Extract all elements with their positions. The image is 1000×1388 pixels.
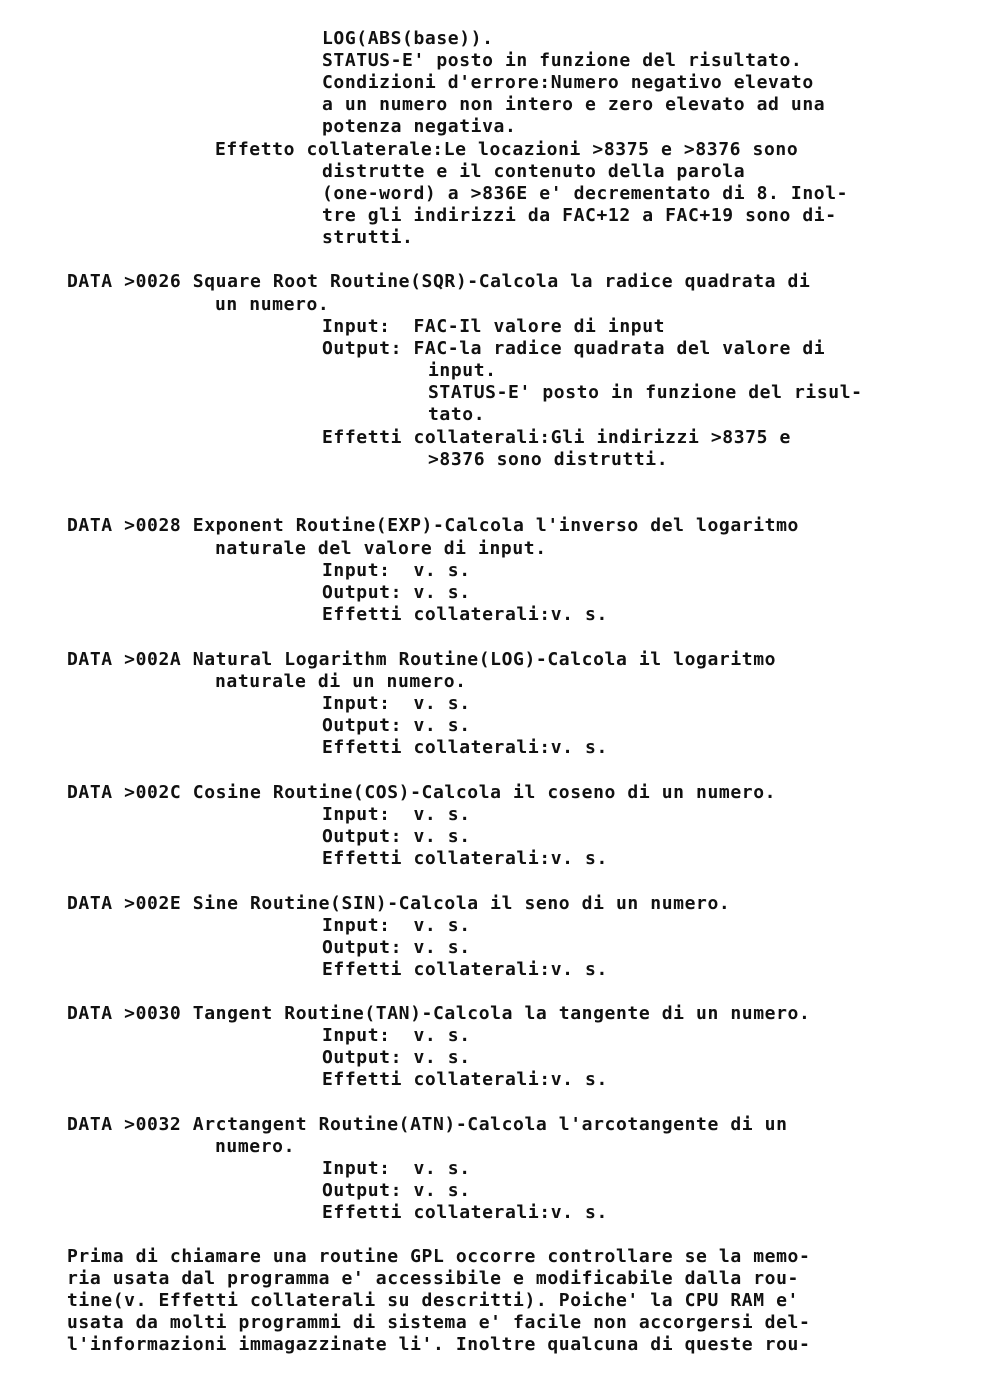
paragraph-line: tine(v. Effetti collaterali su descritti). Poiche' la CPU RAM e' [67,1290,799,1311]
text-line: a un numero non intero e zero elevato ad una [322,94,826,115]
text-line: Output: v. s. [322,715,471,736]
text-line: >8376 sono distrutti. [428,449,669,470]
text-line: STATUS-E' posto in funzione del risultato. [322,50,803,71]
text-line: Condizioni d'errore:Numero negativo elevato [322,72,814,93]
paragraph-line: l'informazioni immagazzinate li'. Inoltre qualcuna di queste rou- [67,1334,811,1355]
paragraph-line: usata da molti programmi di sistema e' facile non accorgersi del- [67,1312,811,1333]
text-line: Output: v. s. [322,1180,471,1201]
text-line: LOG(ABS(base)). [322,28,494,49]
text-line: Input: v. s. [322,560,471,581]
entry-header-sqr: DATA >0026 Square Root Routine(SQR)-Calcola la radice quadrata di [67,271,811,292]
text-line: Effetti collaterali:v. s. [322,1069,608,1090]
text-line: potenza negativa. [322,116,517,137]
text-line: Output: v. s. [322,1047,471,1068]
text-line: distrutte e il contenuto della parola [322,161,746,182]
text-line: Effetti collaterali:v. s. [322,737,608,758]
text-line: Effetti collaterali:v. s. [322,1202,608,1223]
entry-header-tan: DATA >0030 Tangent Routine(TAN)-Calcola la tangente di un numero. [67,1003,811,1024]
text-line: Output: v. s. [322,582,471,603]
text-line: strutti. [322,227,414,248]
text-line: tato. [428,404,486,425]
text-line: Input: v. s. [322,915,471,936]
text-line: Input: v. s. [322,1025,471,1046]
paragraph-line: ria usata dal programma e' accessibile e modificabile dalla rou- [67,1268,799,1289]
text-line: Effetti collaterali:Gli indirizzi >8375 e [322,427,791,448]
entry-header-atn: DATA >0032 Arctangent Routine(ATN)-Calcola l'arcotangente di un [67,1114,788,1135]
text-line: naturale del valore di input. [215,538,547,559]
text-line: Input: FAC-Il valore di input [322,316,666,337]
text-line: STATUS-E' posto in funzione del risul- [428,382,863,403]
text-line: tre gli indirizzi da FAC+12 a FAC+19 sono di- [322,205,837,226]
text-line: Input: v. s. [322,804,471,825]
text-line: Effetti collaterali:v. s. [322,959,608,980]
entry-header-cos: DATA >002C Cosine Routine(COS)-Calcola il coseno di un numero. [67,782,777,803]
text-line: Effetto collaterale:Le locazioni >8375 e >8376 sono [215,139,799,160]
text-line: Output: FAC-la radice quadrata del valore di [322,338,826,359]
text-line: naturale di un numero. [215,671,467,692]
text-line: Output: v. s. [322,937,471,958]
text-line: Input: v. s. [322,1158,471,1179]
text-line: Effetti collaterali:v. s. [322,848,608,869]
text-line: Input: v. s. [322,693,471,714]
text-line: numero. [215,1136,296,1157]
entry-header-log: DATA >002A Natural Logarithm Routine(LOG)-Calcola il logaritmo [67,649,777,670]
text-line: input. [428,360,497,381]
text-line: Effetti collaterali:v. s. [322,604,608,625]
text-line: (one-word) a >836E e' decrementato di 8. Inol- [322,183,849,204]
paragraph-line: Prima di chiamare una routine GPL occorre controllare se la memo- [67,1246,811,1267]
entry-header-exp: DATA >0028 Exponent Routine(EXP)-Calcola l'inverso del logaritmo [67,515,799,536]
text-line: un numero. [215,294,330,315]
text-line: Output: v. s. [322,826,471,847]
entry-header-sin: DATA >002E Sine Routine(SIN)-Calcola il seno di un numero. [67,893,731,914]
